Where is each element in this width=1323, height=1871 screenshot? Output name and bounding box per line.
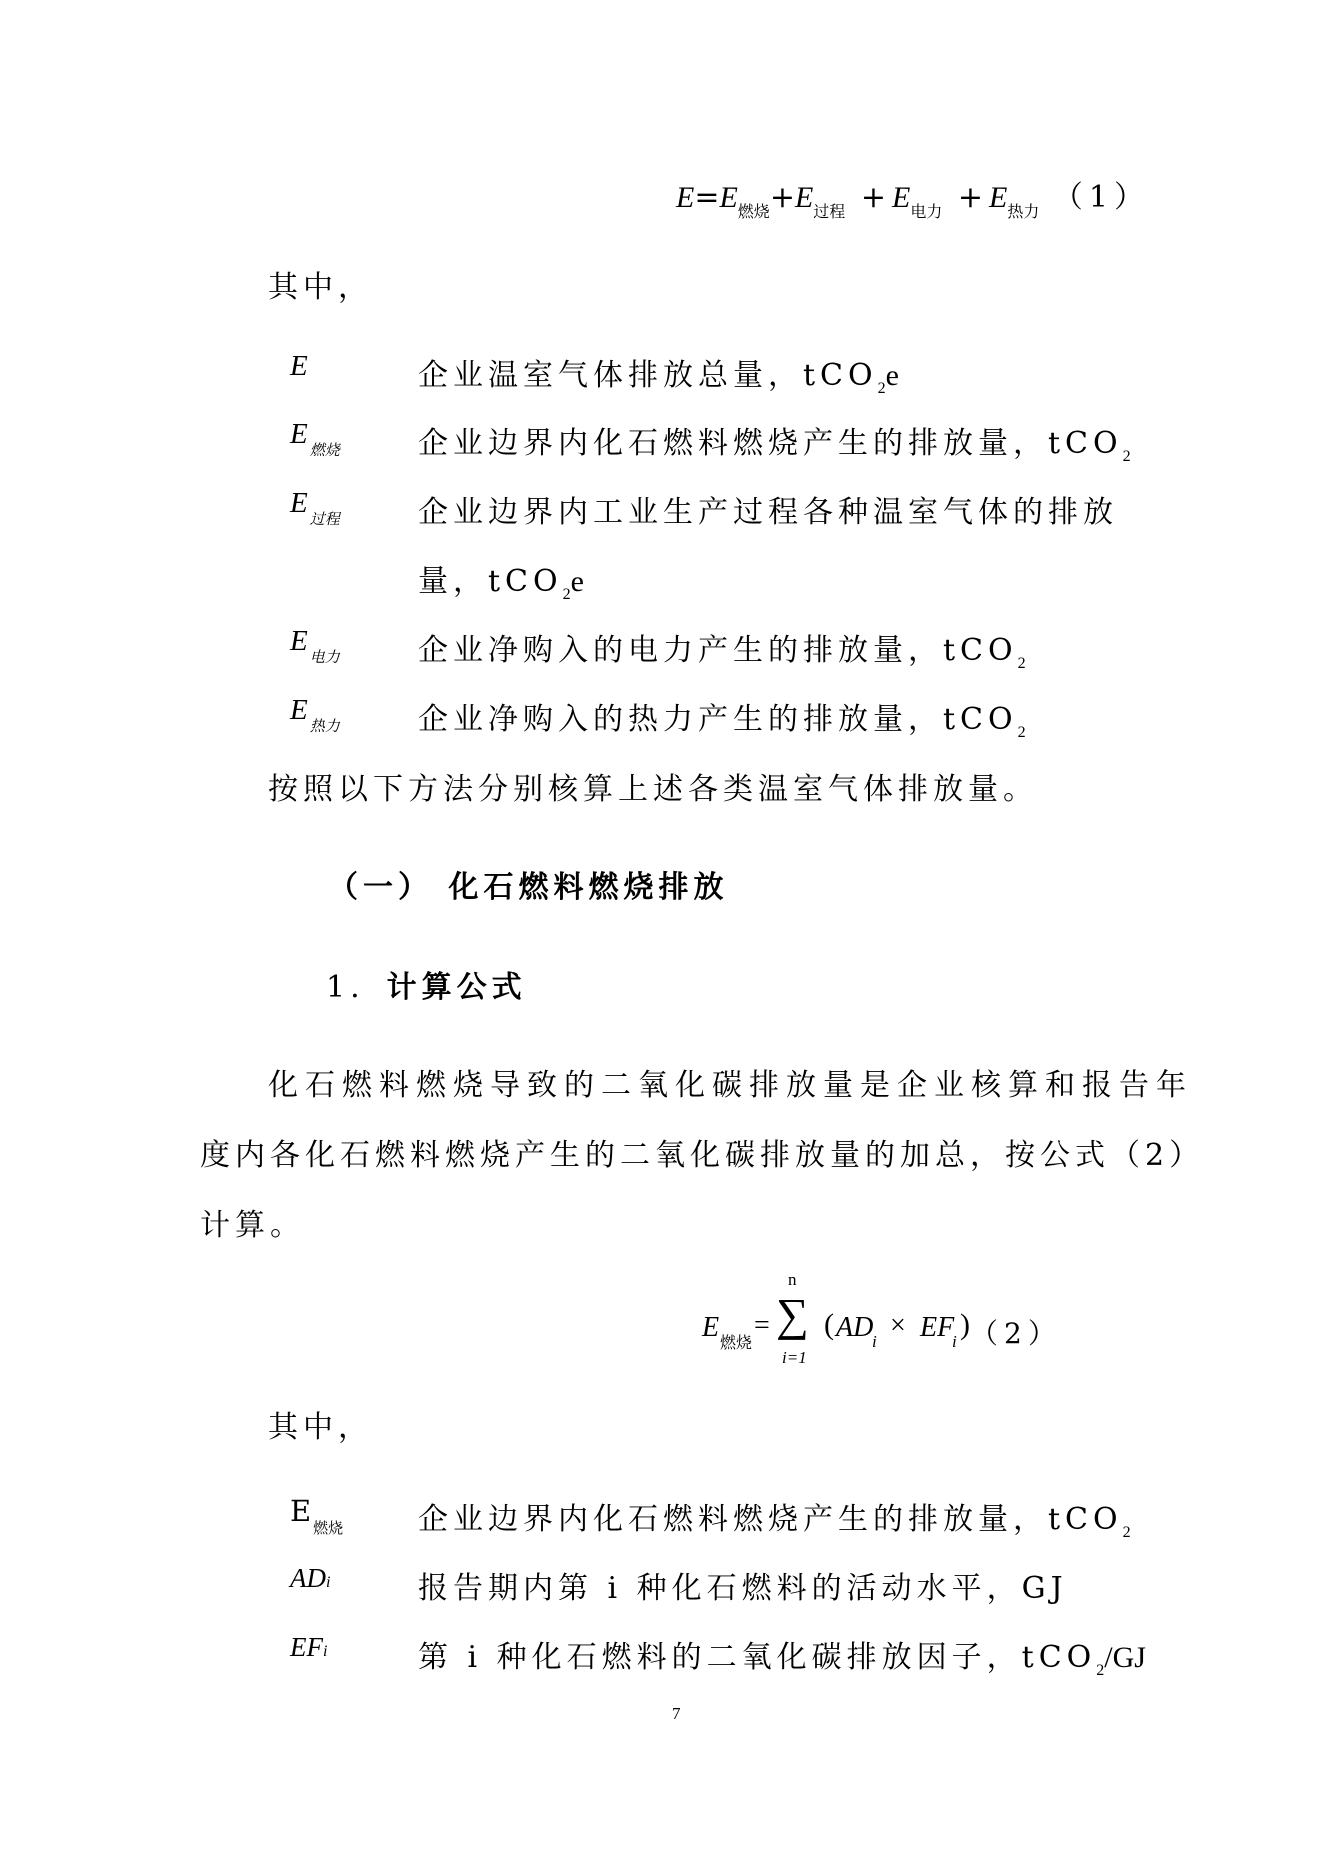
sub-heading-text: 计算公式 [386, 970, 527, 1005]
def1-text-E-elec: 企业净购入的电力产生的排放量，tCO$_2$ [418, 633, 1026, 672]
eq2-times: × [890, 1310, 906, 1341]
eq1-plus-3: + [957, 180, 984, 215]
eq1-sub-comb: 燃烧 [737, 202, 770, 221]
def1-symbol-E-comb: $E_{燃烧}$ [290, 418, 340, 459]
def1-symbol-E: E [290, 350, 308, 382]
eq1-E-proc: E [794, 181, 814, 214]
eq1-sub-elec: 电力 [910, 202, 943, 221]
def2-symbol-E-comb: E $_{燃烧}$ [290, 1494, 344, 1537]
eq2-AD: AD [836, 1312, 874, 1343]
eq2-EF-sub: i [952, 1332, 957, 1351]
def1-text-E-comb: 企业边界内化石燃料燃烧产生的排放量，tCO$_2$ [418, 426, 1131, 465]
eq2-close-paren: ) [960, 1308, 970, 1341]
def1-symbol-E-elec: $E_{电力}$ [290, 625, 340, 666]
eq1-plus-1: + [769, 180, 795, 215]
eq1-E-elec: E [891, 181, 911, 214]
section-heading: （一） 化石燃料燃烧排放 [328, 870, 729, 905]
def1-symbol-E-proc: $E_{过程}$ [290, 487, 340, 528]
eq1-E: E [676, 181, 695, 214]
def2-text-EF: 第 i 种化石燃料的二氧化碳排放因子，tCO$_2$/GJ [418, 1640, 1146, 1679]
eq2-open-paren: ( [824, 1308, 834, 1341]
eq1-E-heat: E [989, 181, 1008, 214]
paragraph-line-3: 计算。 [200, 1208, 305, 1243]
eq1-sub-heat: 热力 [1007, 202, 1040, 221]
equation-2 [702, 1270, 1062, 1380]
sub-heading-number: 1. [326, 970, 365, 1005]
eq1-number: （1） [1052, 180, 1150, 215]
sub-heading [326, 962, 527, 1006]
paragraph-line-1: 化石燃料燃烧导致的二氧化碳排放量是企业核算和报告年 [268, 1068, 1193, 1103]
equation-1 [676, 172, 1150, 221]
eq2-EF: EF [920, 1312, 955, 1343]
def1-text-E-proc-cont: 量，tCO$_2$e [418, 564, 584, 603]
eq2-equals: = [754, 1310, 770, 1341]
def1-symbol-E-heat: $E_{热力}$ [290, 694, 340, 735]
eq1-E-comb: E [719, 181, 738, 214]
method-line: 按照以下方法分别核算上述各类温室气体排放量。 [268, 772, 1038, 807]
def1-text-E: 企业温室气体排放总量，tCO$_2$e [418, 358, 899, 397]
eq2-sigma: ∑ [776, 1289, 809, 1340]
eq1-plus-2: + [860, 180, 886, 215]
eq2-sigma-lower: i=1 [782, 1348, 807, 1367]
where-label-1: 其中， [268, 270, 373, 305]
eq2-sub: 燃烧 [720, 1335, 753, 1352]
def2-symbol-EF: EFi [290, 1632, 328, 1662]
def2-text-E-comb: 企业边界内化石燃料燃烧产生的排放量，tCO$_2$ [418, 1502, 1131, 1541]
eq2-number: （2） [970, 1317, 1062, 1350]
eq2-AD-sub: i [872, 1332, 877, 1351]
def2-text-AD: 报告期内第 i 种化石燃料的活动水平，GJ [418, 1571, 1068, 1606]
eq2-E: E [702, 1312, 720, 1343]
def1-text-E-heat: 企业净购入的热力产生的排放量，tCO$_2$ [418, 702, 1026, 741]
where-label-2: 其中， [268, 1410, 373, 1445]
paragraph-line-2: 度内各化石燃料燃烧产生的二氧化碳排放量的加总，按公式（2） [200, 1138, 1205, 1173]
page-number: 7 [672, 1704, 681, 1723]
def1-text-E-proc: 企业边界内工业生产过程各种温室气体的排放 [418, 495, 1118, 530]
eq1-sub-proc: 过程 [813, 202, 846, 221]
def2-symbol-AD: ADi [290, 1563, 331, 1593]
eq2-sigma-upper: n [788, 1270, 797, 1289]
eq1-equals: = [694, 180, 720, 215]
